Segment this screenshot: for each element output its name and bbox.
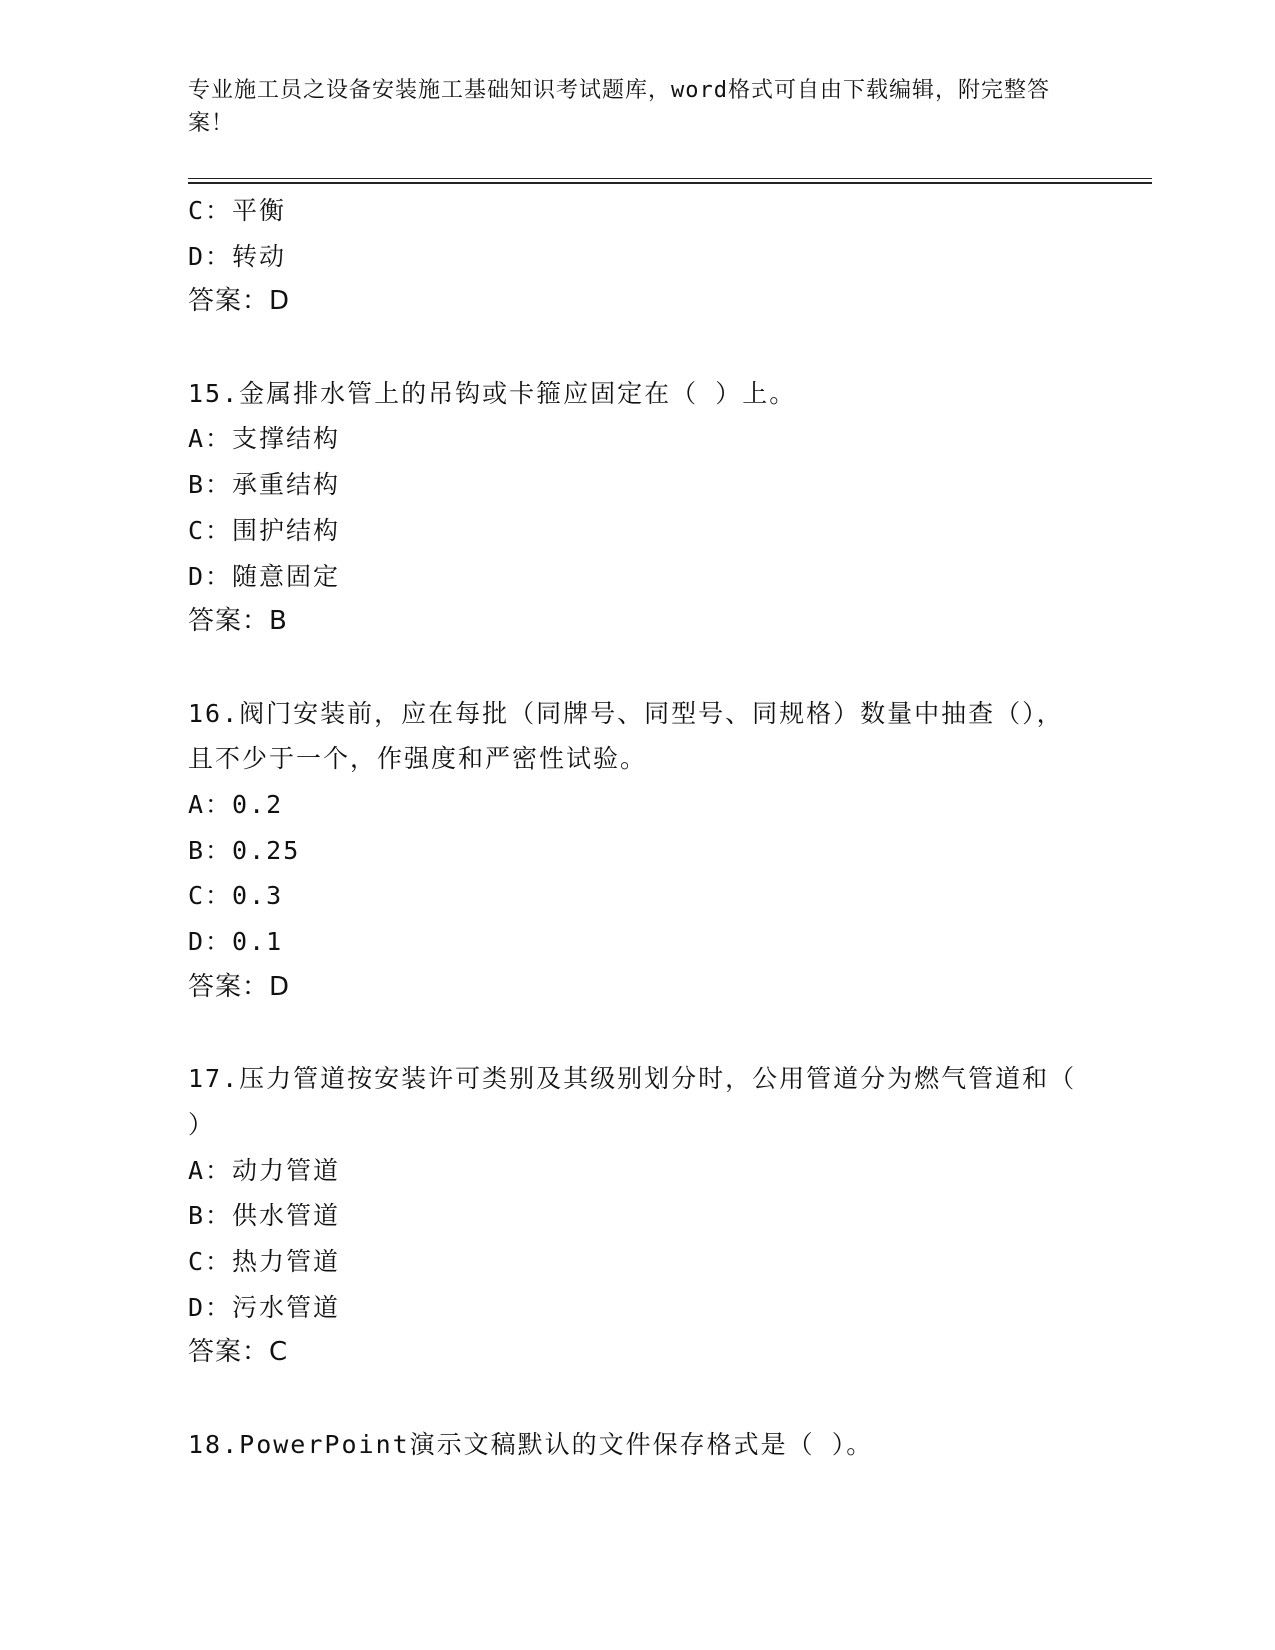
page-header: 专业施工员之设备安装施工基础知识考试题库，word格式可自由下载编辑，附完整答案！	[188, 78, 1050, 136]
option-a: A：支撑结构	[188, 424, 341, 454]
spacer	[188, 645, 1088, 691]
option-c: C：热力管道	[188, 1246, 341, 1276]
option-a: A：动力管道	[188, 1155, 341, 1185]
header-divider-thick	[188, 182, 1152, 184]
option-c: C：平衡	[188, 196, 287, 225]
spacer	[188, 1376, 1088, 1422]
spacer	[188, 325, 1088, 371]
option-d: D：转动	[188, 241, 287, 271]
question-stem: 16.阀门安装前，应在每批（同牌号、同型号、同规格）数量中抽查（），且不少于一个，作强度和严密性试验。	[188, 698, 1064, 774]
option-d: D：0.1	[188, 927, 284, 957]
spacer	[188, 1010, 1088, 1056]
answer-line: 答案：B	[188, 606, 288, 637]
option-c: C：0.3	[188, 881, 284, 911]
option-b: B：承重结构	[188, 470, 341, 500]
option-a: A：0.2	[188, 789, 284, 819]
question-stem: 18.PowerPoint演示文稿默认的文件保存格式是（ ）。	[188, 1429, 874, 1459]
option-d: D：随意固定	[188, 561, 341, 591]
question-stem: 15.金属排水管上的吊钩或卡箍应固定在（ ）上。	[188, 378, 797, 408]
answer-line: 答案：C	[188, 1337, 289, 1368]
option-c: C：围护结构	[188, 515, 341, 545]
answer-line: 答案：D	[188, 286, 291, 317]
question-stem: 17.压力管道按安装许可类别及其级别划分时，公用管道分为燃气管道和（ ）	[188, 1064, 1077, 1139]
answer-line: 答案：D	[188, 971, 291, 1002]
option-b: B：供水管道	[188, 1201, 341, 1231]
option-d: D：污水管道	[188, 1292, 341, 1322]
question-content	[188, 188, 1088, 1467]
header-divider-thin	[188, 178, 1152, 179]
option-b: B：0.25	[188, 835, 301, 865]
